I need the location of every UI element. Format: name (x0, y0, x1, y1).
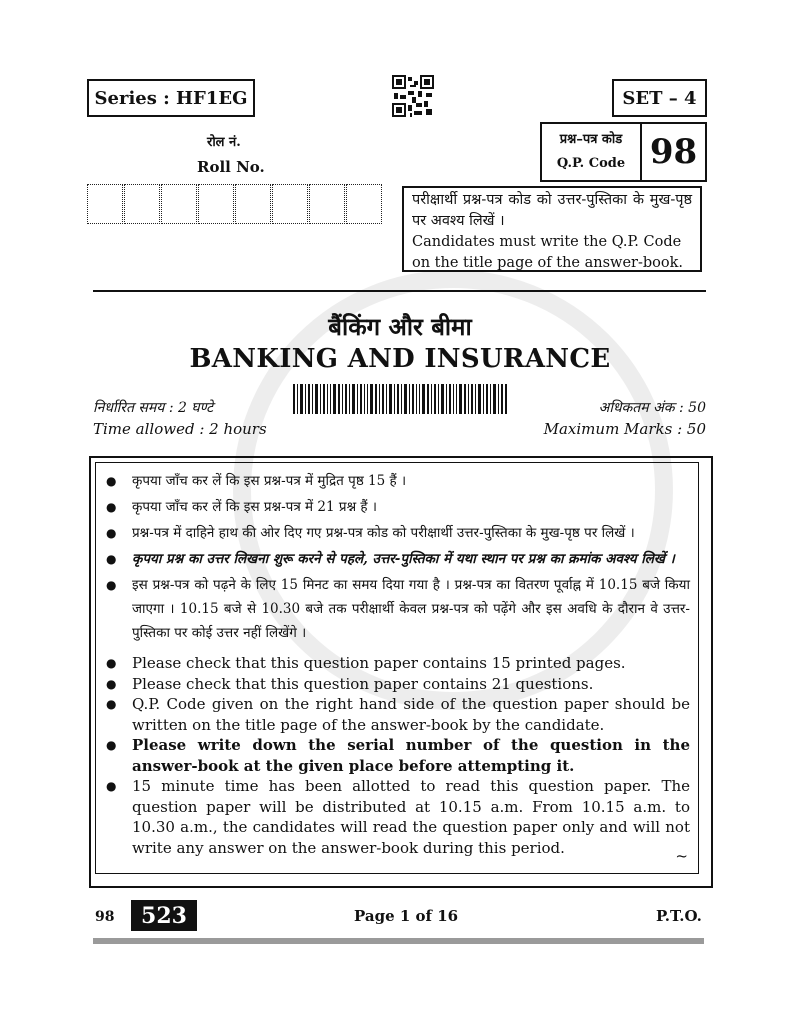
qp-code-note (402, 186, 702, 272)
note-hindi: परीक्षार्थी प्रश्न-पत्र कोड को उत्तर-पुस्तिका के मुख-पृष्ठ पर अवश्य लिखें । (412, 192, 692, 229)
pto-label: P.T.O. (656, 907, 702, 925)
subject-title: BANKING AND INSURANCE (189, 344, 611, 374)
instruction-item: ● Please check that this question paper contains 21 questions. (104, 674, 690, 695)
roll-digit-box[interactable] (272, 184, 308, 224)
max-marks-hindi: अधिकतम अंक : 50 (598, 400, 706, 416)
roll-digit-box[interactable] (235, 184, 271, 224)
qp-code-number: 98 (649, 132, 698, 172)
roll-digit-box[interactable] (87, 184, 123, 224)
roll-label: Roll No. (197, 158, 265, 176)
roll-digit-box[interactable] (198, 184, 234, 224)
instruction-item: ● Please check that this question paper contains 15 printed pages. (104, 653, 690, 674)
page-indicator: Page 1 of 16 (354, 907, 459, 925)
instructions-hindi (104, 469, 690, 645)
footer-qp-code: 98 (95, 909, 115, 925)
qr-code-icon (392, 75, 434, 117)
footer-number-box: 523 (131, 900, 197, 931)
time-allowed: Time allowed : 2 hours (93, 420, 267, 438)
roll-label-hindi: रोल नं. (207, 135, 241, 150)
roll-digit-box[interactable] (124, 184, 160, 224)
max-marks: Maximum Marks : 50 (543, 420, 706, 438)
roll-digit-box[interactable] (346, 184, 382, 224)
qp-label-hindi: प्रश्न–पत्र कोड (559, 132, 623, 147)
instruction-item: ● प्रश्न-पत्र में दाहिने हाथ की ओर दिए गए प्रश्न-पत्र कोड को परीक्षार्थी उत्तर-पुस्तिका के मुख-पृष्ठ पर लिखें । (104, 521, 690, 545)
barcode-icon (293, 384, 507, 414)
series-box: Series : HF1EG (87, 79, 255, 117)
roll-number-boxes[interactable] (87, 184, 383, 224)
instruction-item: ● Q.P. Code given on the right hand side of the question paper should be written on the title page of the answer-book by the candidate. (104, 694, 690, 735)
instruction-item: ● इस प्रश्न-पत्र को पढ़ने के लिए 15 मिनट का समय दिया गया है । प्रश्न-पत्र का वितरण पूर्वाह्न में 10.15 बजे किया जाएगा । 10.15 बजे से 10.30 बजे तक परीक्षार्थी केवल प्रश्न-पत्र को पढ़ेंगे और इस अवधि के दौरान वे उत्तर-पुस्तिका पर कोई उत्तर नहीं लिखेंगे । (104, 573, 690, 645)
instructions-box (95, 462, 699, 874)
set-box: SET – 4 (612, 79, 707, 117)
instruction-item: ● कृपया प्रश्न का उत्तर लिखना शुरू करने से पहले, उत्तर-पुस्तिका में यथा स्थान पर प्रश्न का क्रमांक अवश्य लिखें । (104, 547, 690, 571)
instruction-item: ● कृपया जाँच कर लें कि इस प्रश्न-पत्र में 21 प्रश्न हैं । (104, 495, 690, 519)
instruction-item: ● Please write down the serial number of the question in the answer-book at the given place before attempting it. (104, 735, 690, 776)
roll-digit-box[interactable] (161, 184, 197, 224)
footer-bar (93, 938, 704, 944)
end-mark: ~ (675, 847, 688, 865)
instruction-item: ● कृपया जाँच कर लें कि इस प्रश्न-पत्र में मुद्रित पृष्ठ 15 हैं । (104, 469, 690, 493)
qp-label: Q.P. Code (556, 156, 626, 171)
roll-digit-box[interactable] (309, 184, 345, 224)
instructions-english (104, 653, 690, 858)
qp-code-box (540, 122, 707, 182)
qp-code-labels (542, 124, 642, 180)
subject-title-hindi: बैंकिंग और बीमा (328, 312, 472, 341)
time-allowed-hindi: निर्धारित समय : 2 घण्टे (93, 400, 214, 416)
divider (93, 290, 706, 292)
instruction-item: ● 15 minute time has been allotted to read this question paper. The question paper will be distributed at 10.15 a.m. From 10.15 a.m. to 10.30 a.m., the candidates will read the question paper only and will not write any answer on the answer-book during this period. (104, 776, 690, 858)
note-english: Candidates must write the Q.P. Code on the title page of the answer-book. (412, 234, 683, 271)
